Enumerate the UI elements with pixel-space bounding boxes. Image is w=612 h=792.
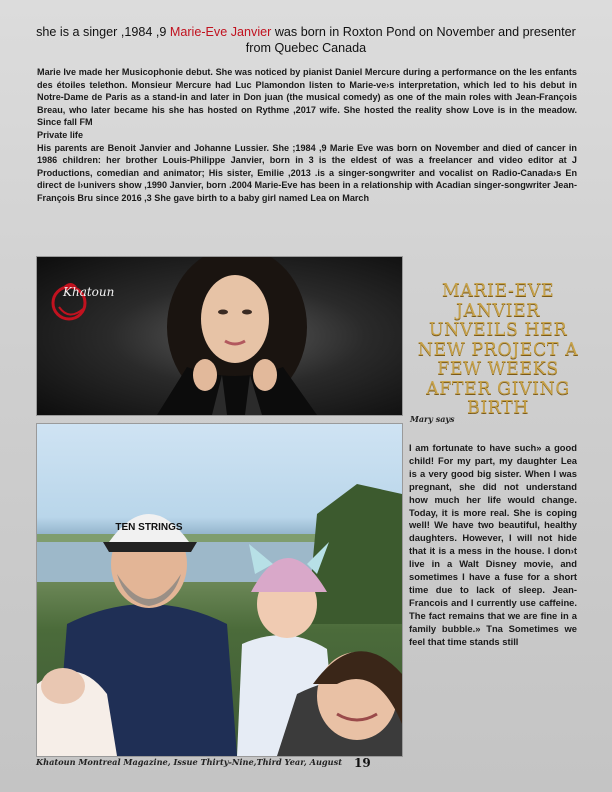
lead-text-end: was born in Roxton Pond on November and presenter from Quebec Canada	[245, 25, 576, 55]
cap-text: TEN STRINGS	[115, 522, 183, 533]
family-photo	[36, 423, 403, 757]
sidebar-quote: I am fortunate to have such» a good child! For my part, my daughter Lea is a very good big sister. When I was pregnant, she did not understand how much her life would change. Today, it is more real. She is coping well! We have two beautiful, healthy daughters. However, I will not hide that it is a mess in the house. I don›t live in a Walt Disney movie, and sometimes I have a fuse for a short time due to lack of sleep. Jean-Francois and I currently use caffeine. The fact remains that we are fine in a family bubble.» Tna Sometimes we feel that time stands still	[409, 442, 577, 647]
page-number: 19	[354, 756, 371, 770]
byline: Mary says	[410, 414, 455, 424]
lead-paragraph	[30, 24, 582, 56]
private-life-subhead: Private life	[37, 129, 83, 140]
khatoun-logo-text: Khatoun	[63, 285, 115, 299]
article-body	[37, 66, 577, 205]
lead-text-start: she is a singer ,1984 ,9	[36, 25, 170, 39]
footer-caption: Khatoun Montreal Magazine, Issue Thirty-Nine,Third Year, August	[36, 757, 342, 767]
article-paragraph-1: Marie Ive made her Musicophonie debut. She was noticed by pianist Daniel Mercure during a performance on the les enfants des étoiles telethon. Monsieur Mercure had Luc Plamondon listen to Marie-ve›s interpretation, which led to his debut in Notre-Dame de Paris as a stand-in and later in Don juan (the musical comedy) as one of the main roles with Jean-François Breau, who later became his she has hosted on Rythme ,2017 wife. She hosted the reality show Love is in the meadow. Since fall FM	[37, 67, 577, 128]
portrait-photo	[36, 256, 403, 416]
article-paragraph-2: His parents are Benoit Janvier and Johanne Lussier. She ;1984 ,9 Marie Eve was born on November and died of cancer in 1986 children: her brother Louis-Philippe Janvier, born in 3 is the eldest of was a freelancer and video editor at J Productions, comedian and animator; His sister, Emilie ,2013 .is a singer-songwriter and vocalist on Radio-Canada›s En direct de l›univers show ,1990 Janvier, born .2004 Marie-Eve has been in a relationship with Acadian singer-songwriter Jean-François Bru since 2016 ,3 She gave birth to a baby girl named Lea on March	[37, 142, 577, 203]
lead-name-highlight: Marie-Eve Janvier	[169, 25, 272, 39]
family-illustration	[37, 424, 402, 756]
headline: MARIE-EVE JANVIER UNVEILS HER NEW PROJECT A FEW WEEKS AFTER GIVING BIRTH	[417, 281, 579, 418]
